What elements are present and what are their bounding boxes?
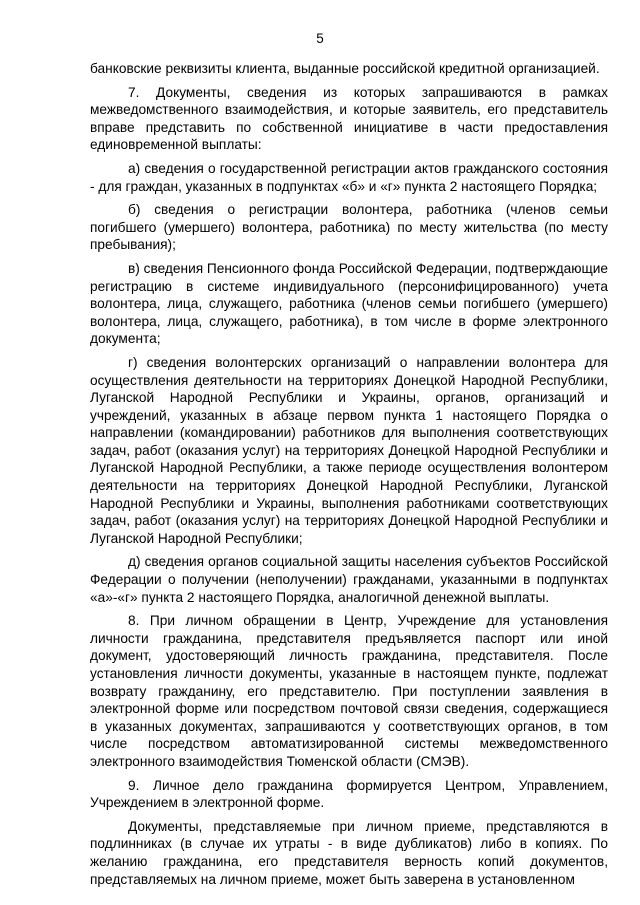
paragraph-subitem-v: в) сведения Пенсионного фонда Российской Федерации, подтверждающие регистрацию в системе индивидуального (персонифицированного) учета волонтера, лица, служащего, работника (членов семьи погибшего (умершего) волонтера, лица, служащего, работника), в том числе в форме электронного документа; [90, 260, 609, 347]
paragraph-item-7: 7. Документы, сведения из которых запрашиваются в рамках межведомственного взаимодействия, и которые заявитель, его представитель вправе представить по собственной инициативе в части предоставления единовременной выплаты: [90, 84, 608, 153]
page-number: 5 [316, 31, 324, 46]
paragraph-subitem-a: а) сведения о государственной регистрации актов гражданского состояния - для граждан, указанных в подпунктах «б» и «г» пункта 2 настоящего Порядка; [90, 160, 608, 194]
paragraph-subitem-d: д) сведения органов социальной защиты населения субъектов Российской Федерации о получении (неполучении) гражданами, указанными в подпунктах «а»-«г» пункта 2 настоящего Порядка, аналогичной денежной выплаты. [90, 554, 608, 605]
paragraph-bank-details-continuation: банковские реквизиты клиента, выданные российской кредитной организацией. [90, 61, 600, 76]
paragraph-documents-presented: Документы, представляемые при личном приеме, представляются в подлинниках (в случае их утраты - в виде дубликатов) либо в копиях. По желанию гражданина, его представителя верность копий документов, представляемых на личном приеме, может быть заверена в установленном [90, 818, 608, 887]
document-body [90, 60, 608, 894]
paragraph-subitem-b: б) сведения о регистрации волонтера, работника (членов семьи погибшего (умершего) волонтера, работника) по месту жительства (по месту пребывания); [90, 202, 608, 253]
paragraph-subitem-g: г) сведения волонтерских организаций о направлении волонтера для осуществления деятельности на территориях Донецкой Народной Республики, Луганской Народной Республики и Украины, органов, организаций и учреждений, указанных в абзаце первом пункта 1 настоящего Порядка о направлении (командировании) работников для выполнения соответствующих задач, работ (оказания услуг) на территориях Донецкой Народной Республики и Луганской Народной Республики, а также периоде осуществления волонтером деятельности на территориях Донецкой Народной Республики, Луганской Народной Республики и Украины, выполнения работниками соответствующих задач, работ (оказания услуг) на территориях Донецкой Народной Республики и Луганской Народной Республики; [90, 354, 608, 546]
paragraph-item-9: 9. Личное дело гражданина формируется Центром, Управлением, Учреждением в электронной форме. [90, 777, 608, 811]
paragraph-item-8: 8. При личном обращении в Центр, Учреждение для установления личности гражданина, представителя предъявляется паспорт или иной документ, удостоверяющий личность гражданина, представителя. После установления личности документы, указанные в настоящем пункте, подлежат возврату гражданину, его представителю. При поступлении заявления в электронной форме или посредством почтовой связи сведения, содержащиеся в указанных документах, запрашиваются у соответствующих органов, в том числе посредством автоматизированной системы межведомственного электронного взаимодействия Тюменской области (СМЭВ). [90, 613, 608, 769]
